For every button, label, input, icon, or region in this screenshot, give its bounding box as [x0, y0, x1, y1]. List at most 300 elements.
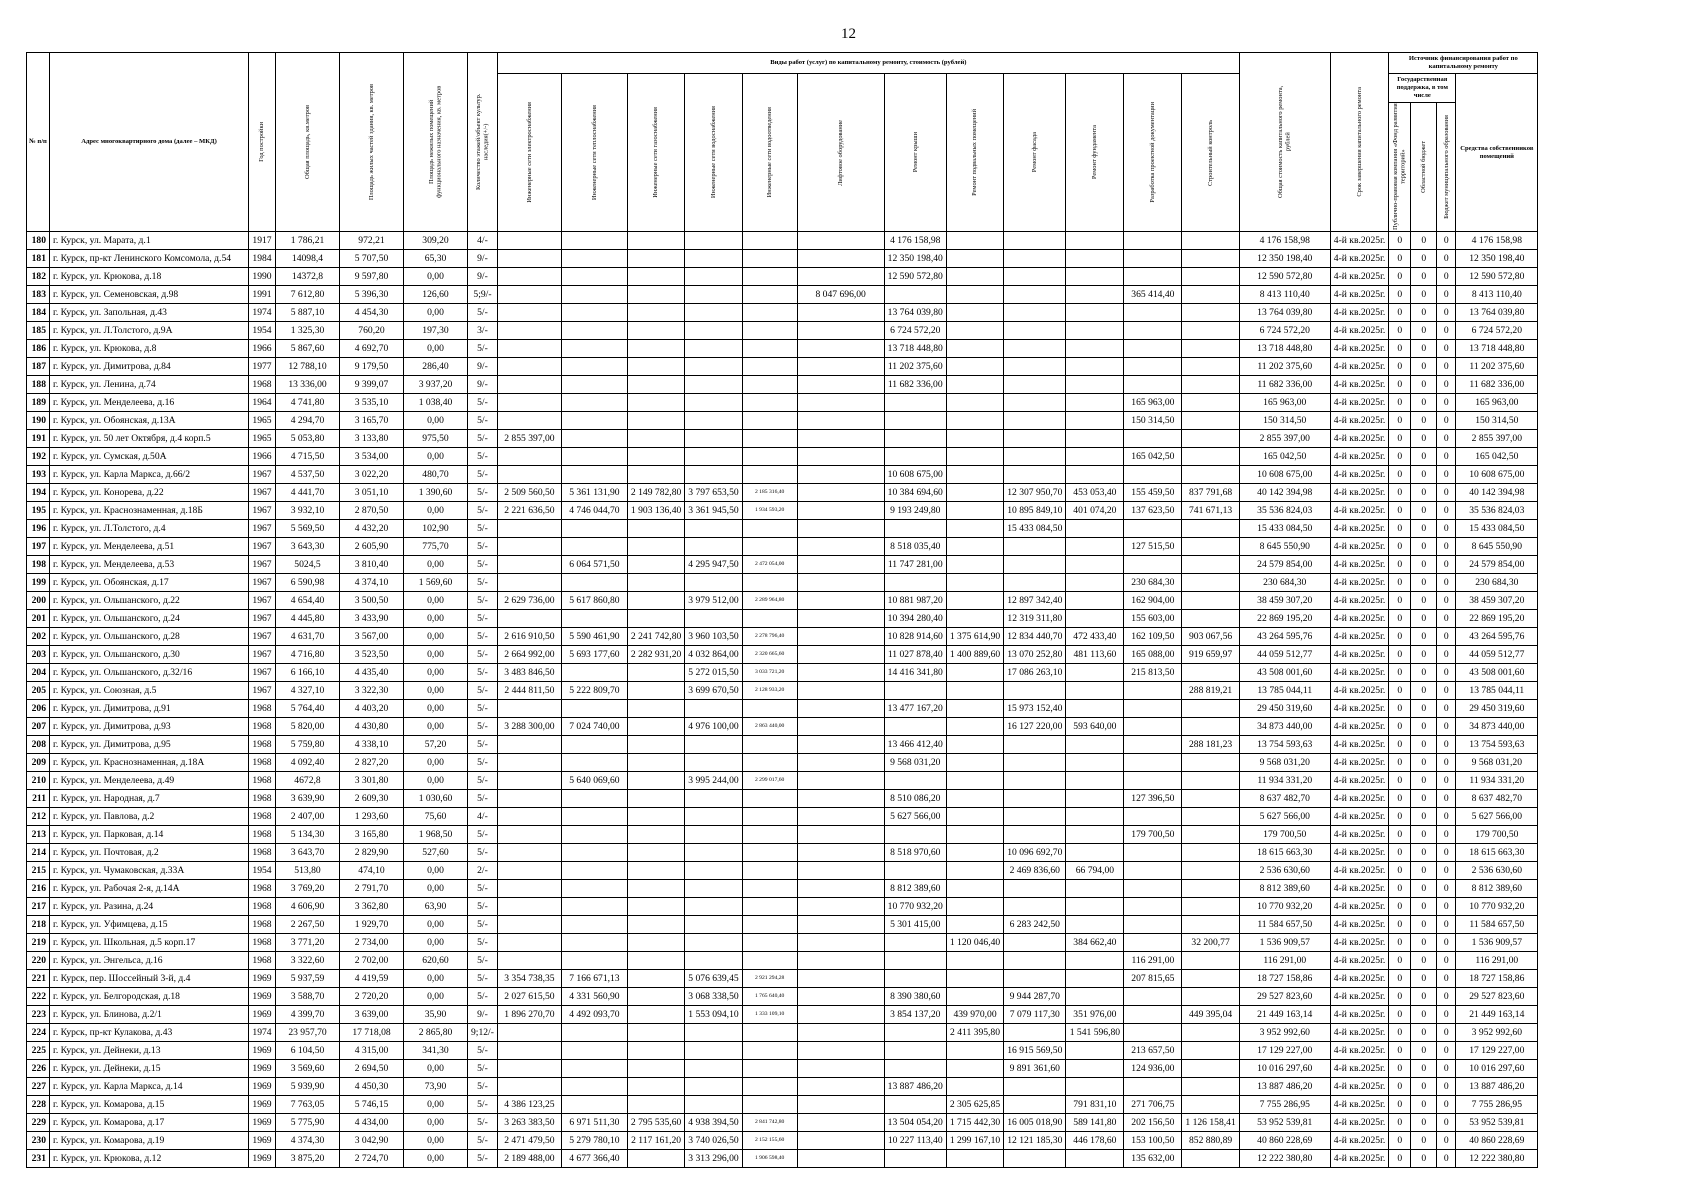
row-work-cost-7 [946, 898, 1003, 916]
row-nonliving-area: 286,40 [404, 358, 468, 376]
row-floors: 9/- [468, 376, 498, 394]
row-work-cost-8 [1004, 304, 1066, 322]
row-fund: 0 [1389, 538, 1411, 556]
row-work-cost-1 [561, 880, 627, 898]
row-work-cost-4 [742, 466, 797, 484]
row-work-cost-0 [497, 232, 561, 250]
row-work-cost-3 [685, 1078, 742, 1096]
row-owners: 5 627 566,00 [1456, 808, 1538, 826]
row-work-cost-3: 4 032 864,00 [685, 646, 742, 664]
row-work-cost-7 [946, 304, 1003, 322]
row-owners: 10 016 297,60 [1456, 1060, 1538, 1078]
row-work-cost-2 [627, 700, 684, 718]
row-floors: 5;9/- [468, 286, 498, 304]
row-total-cost: 13 887 486,20 [1239, 1078, 1330, 1096]
row-owners: 179 700,50 [1456, 826, 1538, 844]
capital-repair-table-wrapper [26, 52, 1538, 1168]
row-owners: 15 433 084,50 [1456, 520, 1538, 538]
row-floors: 5/- [468, 826, 498, 844]
row-owners: 29 527 823,60 [1456, 988, 1538, 1006]
row-term: 4-й кв.2025г. [1330, 1024, 1389, 1042]
row-work-cost-4: 1 906 598,40 [742, 1150, 797, 1168]
row-work-cost-5 [797, 250, 884, 268]
row-work-cost-3: 4 295 947,50 [685, 556, 742, 574]
row-address: г. Курск, ул. Народная, д.7 [50, 790, 249, 808]
row-total-cost: 8 645 550,90 [1239, 538, 1330, 556]
row-work-cost-7 [946, 988, 1003, 1006]
row-municipal: 0 [1437, 736, 1456, 754]
row-work-cost-5 [797, 772, 884, 790]
row-work-cost-9 [1066, 790, 1124, 808]
row-work-cost-7 [946, 970, 1003, 988]
row-work-cost-3 [685, 520, 742, 538]
row-floors: 5/- [468, 628, 498, 646]
row-work-cost-6 [884, 430, 946, 448]
row-year: 1967 [249, 628, 276, 646]
row-work-cost-5 [797, 934, 884, 952]
row-work-cost-10: 207 815,65 [1124, 970, 1182, 988]
row-regional: 0 [1411, 772, 1437, 790]
row-living-area: 5 707,50 [340, 250, 404, 268]
header-regional: Областной бюджет [1411, 103, 1437, 232]
row-nonliving-area: 0,00 [404, 718, 468, 736]
row-year: 1968 [249, 844, 276, 862]
row-municipal: 0 [1437, 664, 1456, 682]
row-nonliving-area: 126,60 [404, 286, 468, 304]
row-living-area: 4 374,10 [340, 574, 404, 592]
row-work-cost-2 [627, 322, 684, 340]
row-municipal: 0 [1437, 1132, 1456, 1150]
row-owners: 40 860 228,69 [1456, 1132, 1538, 1150]
row-work-cost-7 [946, 484, 1003, 502]
row-owners: 11 934 331,20 [1456, 772, 1538, 790]
row-work-cost-3 [685, 304, 742, 322]
row-work-cost-1 [561, 790, 627, 808]
row-work-cost-6 [884, 1024, 946, 1042]
row-work-cost-3 [685, 934, 742, 952]
row-total-area: 4 715,50 [276, 448, 340, 466]
row-work-cost-1: 4 492 093,70 [561, 1006, 627, 1024]
row-work-cost-4 [742, 736, 797, 754]
row-owners: 13 887 486,20 [1456, 1078, 1538, 1096]
header-municipal: Бюджет муниципального образования [1437, 103, 1456, 232]
row-work-cost-11: 449 395,04 [1182, 1006, 1239, 1024]
row-term: 4-й кв.2025г. [1330, 484, 1389, 502]
row-work-cost-10 [1124, 322, 1182, 340]
row-work-cost-4 [742, 1096, 797, 1114]
row-number: 199 [27, 574, 50, 592]
row-total-cost: 230 684,30 [1239, 574, 1330, 592]
row-term: 4-й кв.2025г. [1330, 250, 1389, 268]
row-total-cost: 34 873 440,00 [1239, 718, 1330, 736]
row-living-area: 4 419,59 [340, 970, 404, 988]
row-work-cost-6: 11 747 281,00 [884, 556, 946, 574]
row-living-area: 9 399,07 [340, 376, 404, 394]
header-state-support: Государственная поддержка, в том числе [1389, 74, 1456, 103]
row-total-cost: 150 314,50 [1239, 412, 1330, 430]
row-living-area: 972,21 [340, 232, 404, 250]
row-nonliving-area: 0,00 [404, 556, 468, 574]
row-owners: 35 536 824,03 [1456, 502, 1538, 520]
row-address: г. Курск, ул. Запольная, д.43 [50, 304, 249, 322]
row-nonliving-area: 775,70 [404, 538, 468, 556]
row-work-cost-11 [1182, 952, 1239, 970]
row-number: 217 [27, 898, 50, 916]
row-number: 207 [27, 718, 50, 736]
table-row [27, 880, 1538, 898]
row-municipal: 0 [1437, 430, 1456, 448]
row-term: 4-й кв.2025г. [1330, 880, 1389, 898]
row-work-cost-1: 6 064 571,50 [561, 556, 627, 574]
row-regional: 0 [1411, 718, 1437, 736]
row-work-cost-2 [627, 412, 684, 430]
row-work-cost-2 [627, 1150, 684, 1168]
row-municipal: 0 [1437, 952, 1456, 970]
row-year: 1968 [249, 736, 276, 754]
row-work-cost-10 [1124, 304, 1182, 322]
row-living-area: 3 810,40 [340, 556, 404, 574]
row-floors: 5/- [468, 610, 498, 628]
row-work-cost-10 [1124, 934, 1182, 952]
row-work-cost-7 [946, 592, 1003, 610]
row-work-cost-8 [1004, 358, 1066, 376]
row-work-cost-4 [742, 916, 797, 934]
table-body [27, 232, 1538, 1168]
row-address: г. Курск, ул. Белгородская, д.18 [50, 988, 249, 1006]
row-work-cost-2 [627, 1042, 684, 1060]
row-work-cost-0 [497, 844, 561, 862]
row-floors: 5/- [468, 538, 498, 556]
row-nonliving-area: 0,00 [404, 592, 468, 610]
row-total-cost: 13 785 044,11 [1239, 682, 1330, 700]
row-work-cost-8 [1004, 970, 1066, 988]
row-work-cost-9 [1066, 430, 1124, 448]
row-work-cost-4 [742, 538, 797, 556]
row-work-cost-8: 17 086 263,10 [1004, 664, 1066, 682]
row-work-cost-3 [685, 574, 742, 592]
row-number: 216 [27, 880, 50, 898]
row-work-cost-2 [627, 268, 684, 286]
row-fund: 0 [1389, 646, 1411, 664]
row-regional: 0 [1411, 502, 1437, 520]
row-work-cost-4 [742, 934, 797, 952]
row-work-cost-9 [1066, 286, 1124, 304]
row-fund: 0 [1389, 808, 1411, 826]
row-work-cost-4 [742, 394, 797, 412]
row-address: г. Курск, ул. Парковая, д.14 [50, 826, 249, 844]
row-work-cost-6: 5 627 566,00 [884, 808, 946, 826]
row-work-cost-7 [946, 808, 1003, 826]
row-work-cost-1: 5 693 177,60 [561, 646, 627, 664]
header-work-3: Инженерные сети водоснабжения [685, 74, 742, 232]
row-address: г. Курск, ул. Уфимцева, д.15 [50, 916, 249, 934]
row-work-cost-6: 13 504 054,20 [884, 1114, 946, 1132]
row-work-cost-5 [797, 376, 884, 394]
row-work-cost-1 [561, 916, 627, 934]
row-living-area: 2 827,20 [340, 754, 404, 772]
row-work-cost-2 [627, 880, 684, 898]
row-number: 213 [27, 826, 50, 844]
row-year: 1967 [249, 646, 276, 664]
row-term: 4-й кв.2025г. [1330, 376, 1389, 394]
row-work-cost-3 [685, 412, 742, 430]
row-work-cost-6: 11 027 878,40 [884, 646, 946, 664]
row-work-cost-9 [1066, 466, 1124, 484]
row-work-cost-11 [1182, 880, 1239, 898]
row-total-area: 5 939,90 [276, 1078, 340, 1096]
row-nonliving-area: 0,00 [404, 682, 468, 700]
row-year: 1965 [249, 430, 276, 448]
row-work-cost-4 [742, 952, 797, 970]
row-floors: 5/- [468, 718, 498, 736]
table-row [27, 1060, 1538, 1078]
row-fund: 0 [1389, 268, 1411, 286]
row-term: 4-й кв.2025г. [1330, 1078, 1389, 1096]
row-work-cost-6: 3 854 137,20 [884, 1006, 946, 1024]
row-work-cost-3 [685, 754, 742, 772]
row-work-cost-1 [561, 286, 627, 304]
row-owners: 2 855 397,00 [1456, 430, 1538, 448]
row-total-area: 5 759,80 [276, 736, 340, 754]
row-work-cost-11 [1182, 538, 1239, 556]
row-nonliving-area: 0,00 [404, 1150, 468, 1168]
row-total-cost: 43 264 595,76 [1239, 628, 1330, 646]
row-municipal: 0 [1437, 466, 1456, 484]
row-work-cost-9 [1066, 448, 1124, 466]
row-address: г. Курск, пр-кт Ленинского Комсомола, д.54 [50, 250, 249, 268]
row-total-cost: 165 963,00 [1239, 394, 1330, 412]
row-living-area: 9 597,80 [340, 268, 404, 286]
row-fund: 0 [1389, 304, 1411, 322]
header-total-cost: Общая стоимость капитального ремонта, рублей [1239, 53, 1330, 232]
row-owners: 34 873 440,00 [1456, 718, 1538, 736]
row-municipal: 0 [1437, 394, 1456, 412]
row-work-cost-1 [561, 934, 627, 952]
row-owners: 7 755 286,95 [1456, 1096, 1538, 1114]
table-row [27, 268, 1538, 286]
header-number: № п/п [27, 53, 50, 232]
row-work-cost-9 [1066, 376, 1124, 394]
table-row [27, 772, 1538, 790]
table-row [27, 376, 1538, 394]
row-fund: 0 [1389, 682, 1411, 700]
row-term: 4-й кв.2025г. [1330, 412, 1389, 430]
row-work-cost-1 [561, 340, 627, 358]
row-work-cost-5 [797, 520, 884, 538]
row-total-area: 7 763,05 [276, 1096, 340, 1114]
row-living-area: 3 523,50 [340, 646, 404, 664]
row-work-cost-3: 5 272 015,50 [685, 664, 742, 682]
row-work-cost-7 [946, 1078, 1003, 1096]
row-work-cost-3: 4 976 100,00 [685, 718, 742, 736]
row-living-area: 2 791,70 [340, 880, 404, 898]
table-row [27, 664, 1538, 682]
row-address: г. Курск, ул. Ольшанского, д.28 [50, 628, 249, 646]
table-row [27, 1150, 1538, 1168]
row-fund: 0 [1389, 394, 1411, 412]
row-work-cost-9 [1066, 772, 1124, 790]
row-work-cost-5 [797, 412, 884, 430]
row-living-area: 3 133,80 [340, 430, 404, 448]
row-work-cost-11: 288 181,23 [1182, 736, 1239, 754]
row-work-cost-9 [1066, 700, 1124, 718]
header-total-area: Общая площадь, кв.метров [276, 53, 340, 232]
row-number: 201 [27, 610, 50, 628]
row-nonliving-area: 309,20 [404, 232, 468, 250]
row-work-cost-1 [561, 1078, 627, 1096]
row-work-cost-5 [797, 484, 884, 502]
row-regional: 0 [1411, 1078, 1437, 1096]
row-work-cost-0 [497, 736, 561, 754]
row-work-cost-4 [742, 1024, 797, 1042]
row-year: 1968 [249, 898, 276, 916]
row-work-cost-9 [1066, 610, 1124, 628]
row-work-cost-9: 791 831,10 [1066, 1096, 1124, 1114]
header-funding-group: Источник финансирования работ по капитальному ремонту [1389, 53, 1538, 74]
row-work-cost-4 [742, 232, 797, 250]
row-year: 1969 [249, 1150, 276, 1168]
row-work-cost-0 [497, 790, 561, 808]
row-work-cost-4 [742, 862, 797, 880]
row-total-cost: 29 527 823,60 [1239, 988, 1330, 1006]
row-work-cost-1 [561, 322, 627, 340]
row-work-cost-3 [685, 430, 742, 448]
row-floors: 5/- [468, 664, 498, 682]
row-work-cost-6 [884, 286, 946, 304]
row-work-cost-1: 7 024 740,00 [561, 718, 627, 736]
row-work-cost-0: 2 629 736,00 [497, 592, 561, 610]
row-term: 4-й кв.2025г. [1330, 592, 1389, 610]
row-total-area: 14372,8 [276, 268, 340, 286]
row-regional: 0 [1411, 790, 1437, 808]
table-row [27, 1078, 1538, 1096]
row-work-cost-10: 155 603,00 [1124, 610, 1182, 628]
row-work-cost-10 [1124, 898, 1182, 916]
row-term: 4-й кв.2025г. [1330, 754, 1389, 772]
row-number: 220 [27, 952, 50, 970]
row-work-cost-6 [884, 412, 946, 430]
row-work-cost-0 [497, 1042, 561, 1060]
row-municipal: 0 [1437, 826, 1456, 844]
row-work-cost-2: 2 241 742,80 [627, 628, 684, 646]
row-year: 1968 [249, 916, 276, 934]
row-living-area: 4 403,20 [340, 700, 404, 718]
row-term: 4-й кв.2025г. [1330, 898, 1389, 916]
row-work-cost-8: 10 895 849,10 [1004, 502, 1066, 520]
row-fund: 0 [1389, 592, 1411, 610]
table-row [27, 844, 1538, 862]
row-work-cost-5 [797, 988, 884, 1006]
row-number: 197 [27, 538, 50, 556]
row-work-cost-6: 5 301 415,00 [884, 916, 946, 934]
row-address: г. Курск, ул. Комарова, д.15 [50, 1096, 249, 1114]
row-municipal: 0 [1437, 1006, 1456, 1024]
row-work-cost-1 [561, 376, 627, 394]
row-total-area: 3 322,60 [276, 952, 340, 970]
row-work-cost-5 [797, 1042, 884, 1060]
row-work-cost-1 [561, 952, 627, 970]
row-work-cost-1: 5 222 809,70 [561, 682, 627, 700]
row-fund: 0 [1389, 1132, 1411, 1150]
row-work-cost-2 [627, 1060, 684, 1078]
row-work-cost-9 [1066, 538, 1124, 556]
row-year: 1968 [249, 772, 276, 790]
row-year: 1966 [249, 340, 276, 358]
table-row [27, 448, 1538, 466]
row-living-area: 760,20 [340, 322, 404, 340]
row-work-cost-8: 9 891 361,60 [1004, 1060, 1066, 1078]
row-municipal: 0 [1437, 808, 1456, 826]
row-address: г. Курск, ул. Разина, д.24 [50, 898, 249, 916]
row-number: 225 [27, 1042, 50, 1060]
row-work-cost-9 [1066, 250, 1124, 268]
row-municipal: 0 [1437, 700, 1456, 718]
row-work-cost-10: 162 904,00 [1124, 592, 1182, 610]
row-work-cost-6: 8 812 389,60 [884, 880, 946, 898]
row-work-cost-4 [742, 376, 797, 394]
row-fund: 0 [1389, 502, 1411, 520]
row-total-area: 4 445,80 [276, 610, 340, 628]
row-work-cost-1: 4 746 044,70 [561, 502, 627, 520]
row-work-cost-7: 1 299 167,10 [946, 1132, 1003, 1150]
row-work-cost-9 [1066, 1150, 1124, 1168]
row-number: 180 [27, 232, 50, 250]
row-work-cost-11 [1182, 556, 1239, 574]
row-year: 1969 [249, 1078, 276, 1096]
row-address: г. Курск, ул. Ольшанского, д.24 [50, 610, 249, 628]
row-regional: 0 [1411, 646, 1437, 664]
row-work-cost-2 [627, 376, 684, 394]
row-work-cost-0 [497, 340, 561, 358]
row-regional: 0 [1411, 916, 1437, 934]
header-floors: Количество этажей/объект культур. наследия(+/-) [468, 53, 498, 232]
row-work-cost-5 [797, 430, 884, 448]
row-work-cost-8 [1004, 1150, 1066, 1168]
row-work-cost-2 [627, 934, 684, 952]
row-term: 4-й кв.2025г. [1330, 808, 1389, 826]
row-municipal: 0 [1437, 232, 1456, 250]
row-work-cost-10: 365 414,40 [1124, 286, 1182, 304]
row-work-cost-6: 14 416 341,80 [884, 664, 946, 682]
row-work-cost-7: 2 411 395,80 [946, 1024, 1003, 1042]
row-municipal: 0 [1437, 970, 1456, 988]
row-work-cost-10: 213 657,50 [1124, 1042, 1182, 1060]
row-living-area: 2 720,20 [340, 988, 404, 1006]
row-work-cost-11 [1182, 898, 1239, 916]
row-year: 1967 [249, 556, 276, 574]
row-work-cost-8 [1004, 268, 1066, 286]
row-year: 1968 [249, 808, 276, 826]
row-living-area: 3 362,80 [340, 898, 404, 916]
row-regional: 0 [1411, 358, 1437, 376]
row-work-cost-11 [1182, 988, 1239, 1006]
row-work-cost-0 [497, 934, 561, 952]
table-row [27, 1096, 1538, 1114]
row-work-cost-2 [627, 808, 684, 826]
row-municipal: 0 [1437, 520, 1456, 538]
row-work-cost-5 [797, 970, 884, 988]
table-row [27, 1132, 1538, 1150]
row-work-cost-2 [627, 970, 684, 988]
row-total-cost: 10 608 675,00 [1239, 466, 1330, 484]
row-work-cost-8 [1004, 412, 1066, 430]
row-work-cost-0 [497, 538, 561, 556]
row-living-area: 5 396,30 [340, 286, 404, 304]
row-year: 1977 [249, 358, 276, 376]
row-work-cost-10 [1124, 376, 1182, 394]
row-fund: 0 [1389, 574, 1411, 592]
row-fund: 0 [1389, 988, 1411, 1006]
